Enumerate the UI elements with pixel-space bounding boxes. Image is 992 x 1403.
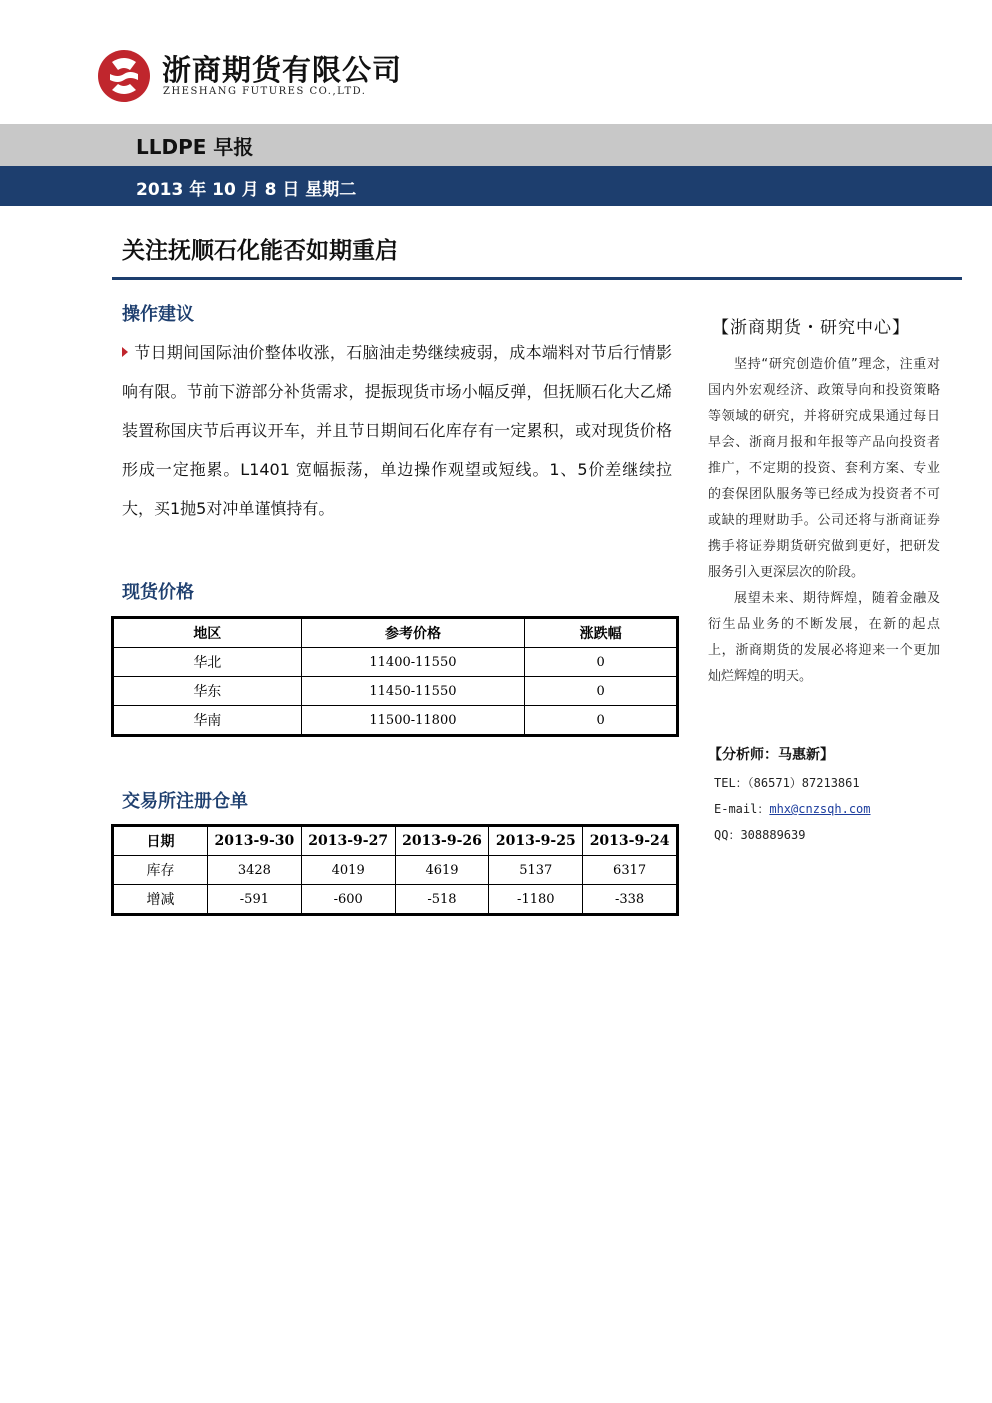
value-cell: -518 [395,885,489,914]
advice-body [122,333,672,528]
price-cell: 11500-11800 [301,706,525,735]
value-cell: 6317 [583,856,677,885]
table-row [114,648,677,677]
company-name-cn: 浙商期货有限公司 [162,53,403,87]
advice-text: 节日期间国际油价整体收涨，石脑油走势继续疲弱，成本端料对节后行情影响有限。节前下游部分补货需求，提振现货市场小幅反弹，但抚顺石化大乙烯装置称国庆节后再议开车，并且节日期间石化库存有一定累积，或对现货价格形成一定拖累。L1401 宽幅振荡，单边操作观望或短线。1、5价差继续拉大，买1抛5对冲单谨慎持有。 [122,343,672,518]
header-cell: 涨跌幅 [525,619,677,648]
contact-qq: QQ：308889639 [714,828,806,842]
value-cell: -338 [583,885,677,914]
table-header-row [114,827,677,856]
table-row [114,856,677,885]
region-cell: 华北 [114,648,302,677]
header-cell: 参考价格 [301,619,525,648]
headline-rule [112,277,962,280]
value-cell: 5137 [489,856,583,885]
region-cell: 华东 [114,677,302,706]
sidebar-paragraph: 坚持“研究创造价值”理念，注重对国内外宏观经济、政策导向和投资策略等领域的研究，并将研究成果通过每日早会、浙商月报和年报等产品向投资者推广，不定期的投资、套利方案、专业的套保团队服务等已经成为投资者不可或缺的理财助手。公司还将与浙商证券携手将证券期货研究做到更好，把研发服务引入更深层次的阶段。 [708,357,940,580]
advice-title: 操作建议 [122,304,194,325]
contact-tel: TEL：（86571）87213861 [714,776,860,790]
spot-title: 现货价格 [122,582,194,603]
sidebar-body [708,352,940,690]
value-cell: 3428 [208,856,302,885]
email-label: E-mail： [714,802,770,816]
row-label-cell: 增减 [114,885,208,914]
header-cell: 2013-9-24 [583,827,677,856]
analyst-name: 【分析师：马惠新】 [708,747,834,763]
report-type-band [0,124,992,166]
table-header-row [114,619,677,648]
header-cell: 2013-9-26 [395,827,489,856]
header-cell: 日期 [114,827,208,856]
change-cell: 0 [525,706,677,735]
table-row [114,706,677,735]
value-cell: 4619 [395,856,489,885]
value-cell: -600 [301,885,395,914]
price-cell: 11400-11550 [301,648,525,677]
header-cell: 2013-9-30 [208,827,302,856]
bullet-icon [122,347,128,357]
value-cell: -1180 [489,885,583,914]
change-cell: 0 [525,648,677,677]
warrant-table [113,826,677,914]
report-date: 2013 年 10 月 8 日 星期二 [136,180,357,200]
spot-price-table [113,618,677,735]
value-cell: -591 [208,885,302,914]
header-cell: 2013-9-25 [489,827,583,856]
headline: 关注抚顺石化能否如期重启 [122,238,398,264]
company-name-en: ZHESHANG FUTURES CO.,LTD. [163,86,367,97]
contact-email [714,800,871,817]
warrant-title: 交易所注册仓单 [122,791,248,812]
table-row [114,677,677,706]
header-cell: 2013-9-27 [301,827,395,856]
header-cell: 地区 [114,619,302,648]
company-logo [96,48,156,104]
report-type: LLDPE 早报 [136,135,254,159]
date-band [0,166,992,206]
table-row [114,885,677,914]
price-cell: 11450-11550 [301,677,525,706]
sidebar-paragraph: 展望未来、期待辉煌，随着金融及衍生品业务的不断发展，在新的起点上，浙商期货的发展必将迎来一个更加灿烂辉煌的明天。 [708,591,940,684]
sidebar-title: 【浙商期货・研究中心】 [712,318,910,338]
region-cell: 华南 [114,706,302,735]
email-link[interactable]: mhx@cnzsqh.com [769,802,871,816]
row-label-cell: 库存 [114,856,208,885]
change-cell: 0 [525,677,677,706]
value-cell: 4019 [301,856,395,885]
